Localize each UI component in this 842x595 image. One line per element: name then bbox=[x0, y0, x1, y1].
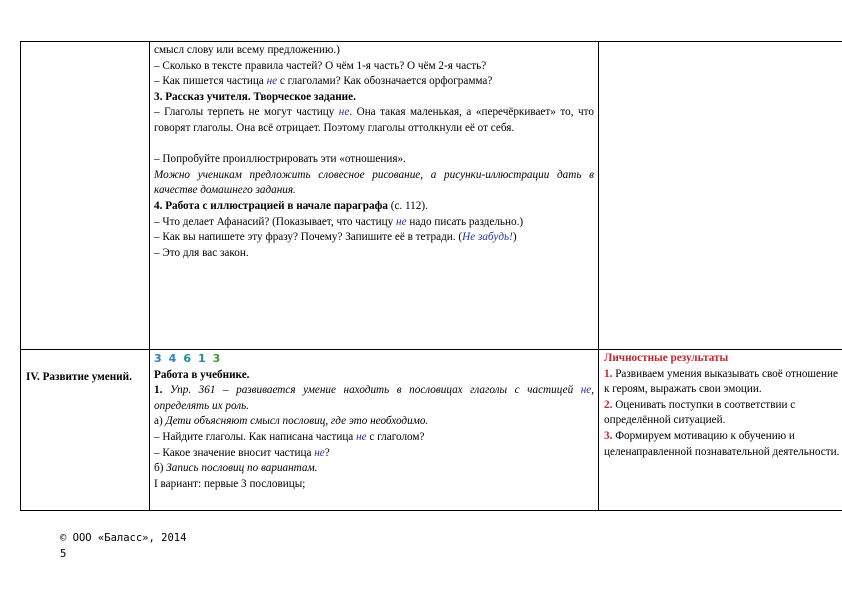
text-line: смысл слову или всему предложению.) bbox=[154, 44, 340, 56]
section-heading: 3. Рассказ учителя. Творческое задание. bbox=[154, 90, 356, 103]
text-line: – Как пишется частица не с глаголами? Как обозначается орфограмма? bbox=[154, 75, 493, 88]
text-paragraph: – Что делает Афанасий? (Показывает, что частицу не надо писать раздельно.) bbox=[154, 215, 524, 228]
italic-note: Можно ученикам предложить словесное рисование, а рисунки-иллюстрации дать в качестве домашнего задания. bbox=[154, 168, 594, 197]
text-line: – Сколько в тексте правила частей? О чём 1-я часть? О чём 2-я часть? bbox=[154, 59, 487, 72]
particle-ne: не bbox=[396, 215, 407, 228]
exercise-text: 1. Упр. 361 – развивается умение находить в пословицах глаголы с частицей не, определять их роль. bbox=[154, 384, 595, 412]
page-number: 5 bbox=[60, 548, 67, 560]
stage-label: IV. Развитие умений. bbox=[26, 371, 132, 383]
variant-line: I вариант: первые 3 пословицы; bbox=[154, 477, 306, 490]
text-paragraph: – Как вы напишете эту фразу? Почему? Запишите её в тетради. (Не забудь!) bbox=[154, 231, 517, 244]
results-title: Личностные результаты bbox=[604, 352, 729, 364]
question-2: – Какое значение вносит частица не? bbox=[154, 446, 330, 459]
row2-content bbox=[154, 351, 594, 492]
step-numbers: 3 4 6 1 3 bbox=[154, 352, 221, 365]
column-divider-2 bbox=[598, 42, 599, 510]
particle-ne: не bbox=[338, 106, 350, 119]
lesson-table bbox=[20, 41, 842, 511]
particle-ne: не bbox=[356, 430, 367, 443]
result-item: 1. Развиваем умения выказывать своё отношение к героям, выражать свои эмоции. bbox=[604, 367, 838, 396]
question-1: – Найдите глаголы. Как написана частица не с глаголом? bbox=[154, 430, 425, 443]
particle-ne: не bbox=[580, 384, 592, 397]
text-line: – Попробуйте проиллюстрировать эти «отношения». bbox=[154, 153, 406, 166]
particle-ne-note: Не забудь! bbox=[462, 231, 513, 244]
task-b: б) Запись пословиц по вариантам. bbox=[154, 462, 318, 475]
row1-content bbox=[154, 43, 594, 261]
column-divider-1 bbox=[149, 42, 150, 510]
particle-ne: не bbox=[266, 75, 278, 88]
text-line: – Это для вас закон. bbox=[154, 246, 249, 259]
task-a: а) Дети объясняют смысл пословиц, где это необходимо. bbox=[154, 415, 429, 428]
row-divider bbox=[20, 349, 842, 350]
result-item: 3. Формируем мотивацию к обучению и целенаправленной познавательной деятельности. bbox=[604, 429, 840, 458]
text-paragraph: – Глаголы терпеть не могут частицу не. Она такая маленькая, а «перечёркивает» то, что говорят глаголы. Она всё отрицает. Поэтому глаголы оттолкнули её от себя. bbox=[154, 106, 594, 134]
result-item: 2. Оценивать поступки в соответствии с определённой ситуацией. bbox=[604, 398, 796, 427]
particle-ne: не bbox=[314, 446, 325, 459]
work-title: Работа в учебнике. bbox=[154, 368, 250, 381]
spacer bbox=[154, 137, 594, 153]
copyright: © ООО «Баласс», 2014 bbox=[60, 532, 187, 544]
table-border-left bbox=[20, 42, 21, 510]
results-cell bbox=[604, 351, 842, 460]
section-heading: 4. Работа с иллюстрацией в начале параграфа (с. 112). bbox=[154, 199, 428, 212]
